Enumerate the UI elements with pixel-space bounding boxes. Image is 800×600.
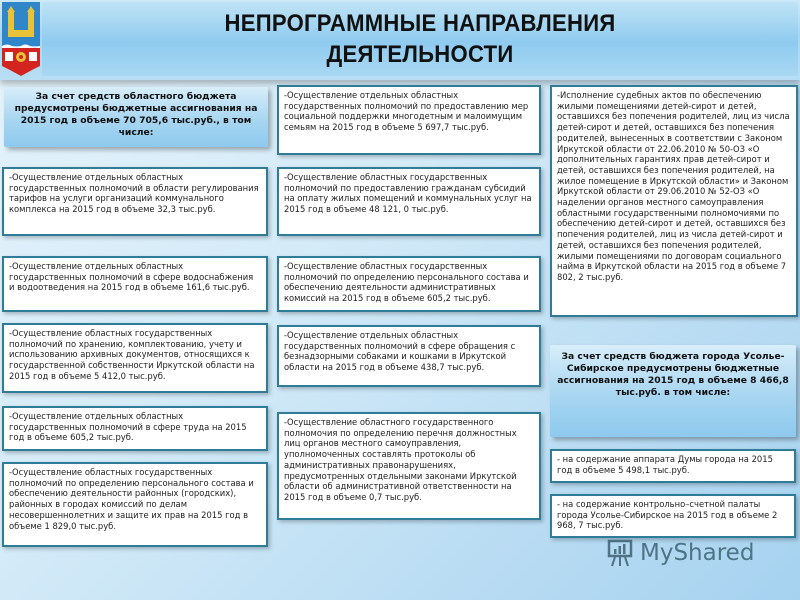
item-duma bbox=[550, 449, 796, 483]
item-labor bbox=[2, 406, 268, 451]
item-text: -Осуществление отдельных областных государственных полномочий в сфере обращения с безнадзорными собаками и кошками в Иркутской области на 2015 год в объеме 438,7 тыс.руб. bbox=[284, 330, 516, 373]
item-text: - на содержание контрольно–счетной палаты города Усолье-Сибирское на 2015 год в объеме 2 968, 7 тыс.руб. bbox=[557, 499, 778, 531]
item-text: -Осуществление областного государственного полномочия по определению перечня должностных лиц органов местного самоуправления, уполномоченных составлять протоколы об административных правонарушениях, предусмотренных отдельными законами Иркутской области об административной ответственности на 2015 год в объеме 0,7 тыс.руб. bbox=[284, 417, 517, 502]
city-budget-summary bbox=[550, 345, 796, 437]
page-title bbox=[70, 8, 769, 70]
city-budget-summary-text: За счет средств бюджета города Усолье-Сибирское предусмотрены бюджетные ассигнования на 2015 год в объеме 8 466,8 тыс.руб. в том числе: bbox=[557, 351, 789, 398]
item-admin-commissions bbox=[277, 256, 541, 312]
title-line-2: ДЕЯТЕЛЬНОСТИ bbox=[326, 41, 514, 68]
item-archives bbox=[2, 323, 268, 393]
header bbox=[0, 0, 800, 80]
item-housing-subsidies bbox=[277, 167, 541, 236]
item-text: -Осуществление отдельных областных государственных полномочий в сфере труда на 2015 год в объеме 605,2 тыс.руб. bbox=[9, 411, 247, 443]
item-minors-commissions bbox=[2, 462, 268, 547]
item-text: -Осуществление областных государственных полномочий по определению персонального состава и обеспечению деятельности административных комиссий на 2015 год в объеме 605,2 тыс.руб. bbox=[284, 261, 529, 304]
item-officials-list bbox=[277, 412, 541, 520]
item-text: -Исполнение судебных актов по обеспечению жилыми помещениями детей-сирот и детей, оставшихся без попечения родителей, лиц из числа детей-сирот и детей, оставшихся без попечения родителей, вынесенных в соответствии с Законом Иркутской области от 22.06.2010 № 50-ОЗ «О дополнительных гарантиях прав детей-сирот и детей, оставшихся без попечения родителей, на жилое помещение в Иркутской области» и Законом Иркутской области от 29.06.2010 № 52-ОЗ «О наделении органов местного самоуправления областными государственными полномочиями по обеспечению детей-сирот и детей, оставшихся без попечения родителей, лиц из числа детей-сирот и детей, оставшихся без попечения родителей, жилыми помещениями по договорам социального найма в Иркутской области на 2015 год в объеме 7 802, 2 тыс.руб. bbox=[557, 90, 790, 282]
item-text: -Осуществление отдельных областных государственных полномочий в области регулирования тарифов на услуги организаций коммунального комплекса на 2015 год в объеме 32,3 тыс.руб. bbox=[9, 172, 259, 215]
title-line-1: НЕПРОГРАММНЫЕ НАПРАВЛЕНИЯ bbox=[224, 10, 616, 37]
presentation-board-icon bbox=[606, 538, 634, 568]
item-stray-animals bbox=[277, 325, 541, 387]
item-text: -Осуществление отдельных областных государственных полномочий по предоставлению мер социальной поддержки многодетным и малоимущим семьям на 2015 год в объеме 5 697,7 тыс.руб. bbox=[284, 90, 529, 133]
item-text: -Осуществление отдельных областных государственных полномочий в сфере водоснабжения и водоотведения на 2015 год в объеме 161,6 тыс.руб. bbox=[9, 261, 254, 293]
item-text: - на содержание аппарата Думы города на 2015 год в объеме 5 498,1 тыс.руб. bbox=[557, 454, 773, 475]
item-text: -Осуществление областных государственных полномочий по определению персонального состава и обеспечению деятельности районных (городских), районных в городах комиссий по делам несовершеннолетних и защите их прав на 2015 год в объеме 1 829,0 тыс.руб. bbox=[9, 467, 254, 531]
watermark-text: MyShared bbox=[640, 540, 755, 566]
regional-budget-summary-text: За счет средств областного бюджета предусмотрены бюджетные ассигнования на 2015 год в объеме 70 705,6 тыс.руб., в том числе: bbox=[14, 91, 258, 138]
item-text: -Осуществление областных государственных полномочий по хранению, комплектованию, учету и использованию архивных документов, относящихся к государственной собственности Иркутской области на 2015 год в объеме 5 412,0 тыс.руб. bbox=[9, 328, 255, 381]
watermark bbox=[606, 538, 754, 568]
item-social-support bbox=[277, 85, 541, 155]
city-coat-of-arms-icon bbox=[2, 2, 40, 76]
item-water-supply bbox=[2, 256, 268, 312]
item-orphans-housing bbox=[550, 85, 798, 317]
item-text: -Осуществление областных государственных полномочий по предоставлению гражданам субсидий на оплату жилых помещений и коммунальных услуг на 2015 год в объеме 48 121, 0 тыс.руб. bbox=[284, 172, 532, 215]
item-audit-chamber bbox=[550, 494, 796, 538]
item-tariffs bbox=[2, 167, 268, 236]
regional-budget-summary bbox=[4, 87, 268, 147]
